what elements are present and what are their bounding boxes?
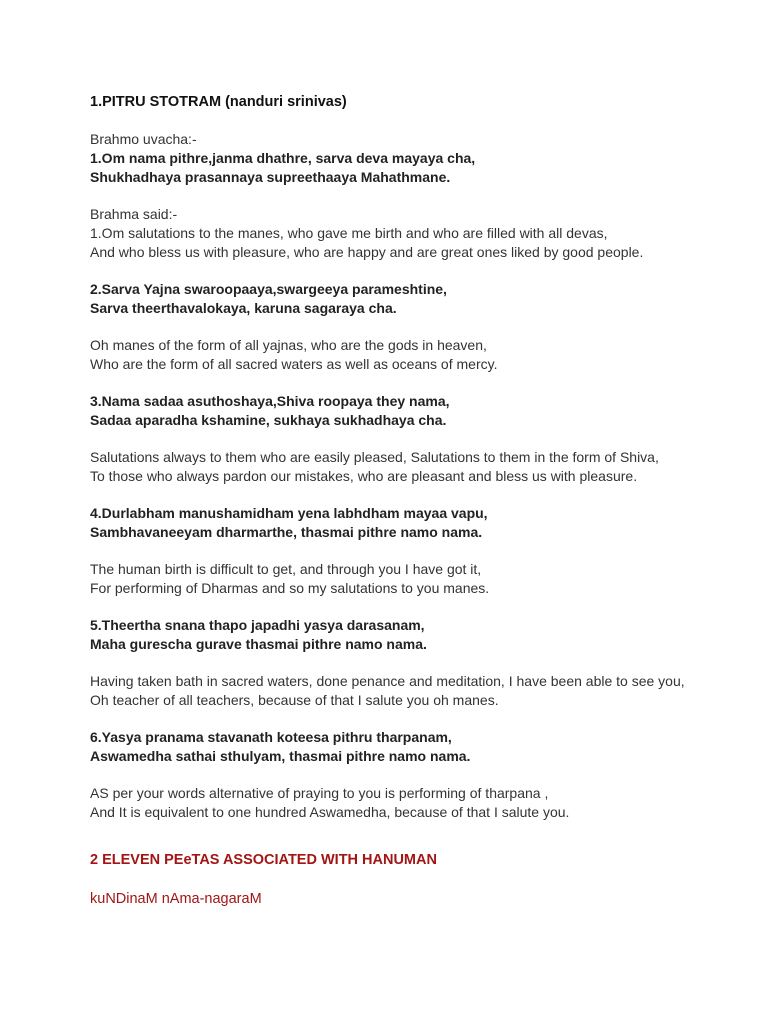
translation-line: And It is equivalent to one hundred Aswamedha, because of that I salute you. bbox=[90, 804, 570, 820]
paragraph-block bbox=[90, 560, 750, 598]
paragraph-block bbox=[90, 130, 750, 187]
verse-line: 2.Sarva Yajna swaroopaaya,swargeeya parameshtine, bbox=[90, 281, 447, 297]
verse-line: 5.Theertha snana thapo japadhi yasya darasanam, bbox=[90, 617, 425, 633]
verse-line: Sarva theerthavalokaya, karuna sagaraya cha. bbox=[90, 300, 397, 316]
translation-line: Brahmo uvacha:- bbox=[90, 131, 197, 147]
section-heading: 2 ELEVEN PEeTAS ASSOCIATED WITH HANUMAN bbox=[90, 852, 437, 868]
verse-line: 6.Yasya pranama stavanath koteesa pithru tharpanam, bbox=[90, 729, 452, 745]
verse-line: 1.Om nama pithre,janma dhathre, sarva deva mayaya cha, bbox=[90, 150, 476, 166]
paragraph-block bbox=[90, 448, 750, 486]
paragraph-block bbox=[90, 728, 750, 766]
translation-line: Having taken bath in sacred waters, done penance and meditation, I have been able to see you, bbox=[90, 673, 685, 689]
verse-line: 3.Nama sadaa asuthoshaya,Shiva roopaya they nama, bbox=[90, 393, 450, 409]
translation-line: And who bless us with pleasure, who are happy and are great ones liked by good people. bbox=[90, 244, 644, 260]
paragraph-block bbox=[90, 672, 750, 710]
translation-line: Salutations always to them who are easily pleased, Salutations to them in the form of Shiva, bbox=[90, 449, 659, 465]
paragraph-block bbox=[90, 205, 750, 262]
paragraph-block bbox=[90, 504, 750, 542]
paragraph-block bbox=[90, 784, 750, 822]
verse-line: Maha gurescha gurave thasmai pithre namo nama. bbox=[90, 636, 427, 652]
document-title: 1.PITRU STOTRAM (nanduri srinivas) bbox=[90, 94, 347, 110]
translation-line: AS per your words alternative of praying to you is performing of tharpana , bbox=[90, 785, 549, 801]
sub-heading: kuNDinaM nAma-nagaraM bbox=[90, 891, 262, 907]
translation-line: The human birth is difficult to get, and through you I have got it, bbox=[90, 561, 482, 577]
paragraph-block bbox=[90, 616, 750, 654]
verse-line: Aswamedha sathai sthulyam, thasmai pithre namo nama. bbox=[90, 748, 471, 764]
verse-line: Shukhadhaya prasannaya supreethaaya Mahathmane. bbox=[90, 169, 451, 185]
paragraph-block bbox=[90, 392, 750, 430]
translation-line: Who are the form of all sacred waters as well as oceans of mercy. bbox=[90, 356, 498, 372]
verse-line: Sadaa aparadha kshamine, sukhaya sukhadhaya cha. bbox=[90, 412, 447, 428]
verse-line: Sambhavaneeyam dharmarthe, thasmai pithre namo nama. bbox=[90, 524, 483, 540]
translation-line: For performing of Dharmas and so my salutations to you manes. bbox=[90, 580, 490, 596]
verse-line: 4.Durlabham manushamidham yena labhdham mayaa vapu, bbox=[90, 505, 488, 521]
translation-line: Oh manes of the form of all yajnas, who are the gods in heaven, bbox=[90, 337, 487, 353]
document-page bbox=[90, 92, 750, 909]
translation-line: Brahma said:- bbox=[90, 206, 178, 222]
translation-line: Oh teacher of all teachers, because of that I salute you oh manes. bbox=[90, 692, 499, 708]
translation-line: To those who always pardon our mistakes, who are pleasant and bless us with pleasure. bbox=[90, 468, 638, 484]
paragraph-block bbox=[90, 280, 750, 318]
paragraph-block bbox=[90, 336, 750, 374]
stotram-blocks bbox=[90, 130, 750, 822]
translation-line: 1.Om salutations to the manes, who gave me birth and who are filled with all devas, bbox=[90, 225, 608, 241]
